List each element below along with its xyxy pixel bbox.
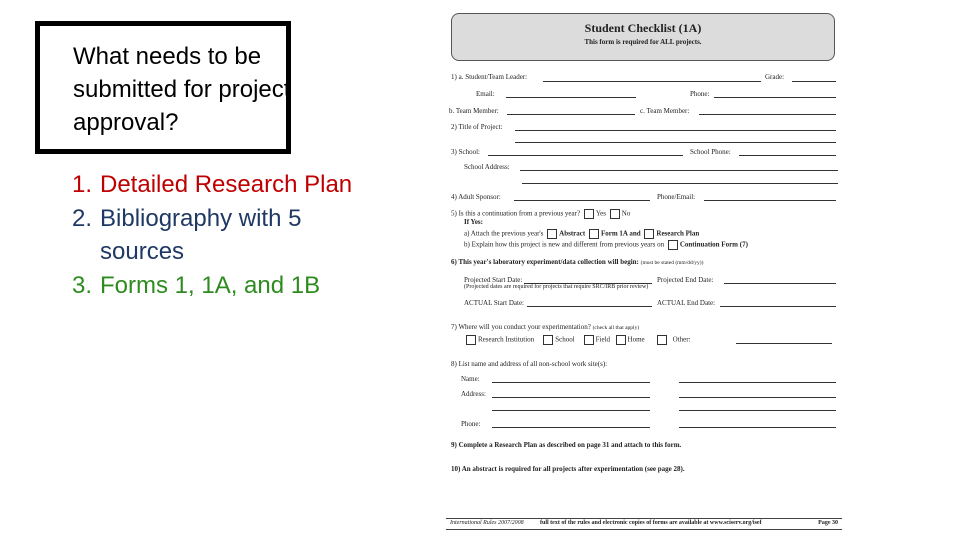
field-checkbox[interactable] (584, 335, 594, 345)
q9-label: 9) Complete a Research Plan as described on page 31 and attach to this form. (451, 441, 682, 449)
list-item (72, 168, 392, 202)
phone-label: Phone: (690, 90, 710, 98)
site-name-line-1[interactable] (492, 382, 650, 383)
form-1a-checkbox[interactable] (589, 229, 599, 239)
continuation-checkbox[interactable] (668, 240, 678, 250)
site-phone-label: Phone: (461, 420, 481, 428)
actual-start-label: ACTUAL Start Date: (464, 299, 525, 307)
team-member-c-line[interactable] (699, 114, 836, 115)
site-phone-line-1[interactable] (492, 427, 650, 428)
site-address-line-3[interactable] (492, 410, 650, 411)
actual-start-line[interactable] (527, 306, 652, 307)
team-member-b-line[interactable] (507, 114, 635, 115)
form-title: Student Checklist (1A) (584, 21, 702, 35)
if-yes-label: If Yes: (464, 218, 483, 226)
list-number: 3. (72, 271, 93, 299)
projected-note: (Projected dates are required for projects that require SRC/IRB prior review) (464, 284, 649, 290)
footer-page: Page 30 (818, 520, 838, 526)
leader-line[interactable] (543, 81, 761, 82)
q8-label: 8) List name and address of all non-school work site(s): (451, 360, 608, 368)
projected-end-label: Projected End Date: (657, 276, 714, 284)
q1c-label: c. Team Member: (640, 107, 690, 115)
requirements-list (72, 168, 392, 302)
school-address-line-2[interactable] (522, 183, 838, 184)
school-line[interactable] (488, 155, 683, 156)
q10-label: 10) An abstract is required for all projects after experimentation (see page 28). (451, 465, 685, 473)
list-text: Forms 1, 1A, and 1B (100, 271, 321, 299)
q1a-label: 1) a. Student/Team Leader: (451, 73, 528, 81)
list-text: Detailed Research Plan (100, 171, 353, 198)
research-institution-checkbox[interactable] (466, 335, 476, 345)
list-number: 1. (72, 171, 93, 198)
list-number: 2. (72, 204, 93, 232)
no-checkbox[interactable] (610, 209, 620, 219)
student-checklist-form (446, 10, 842, 530)
other-line[interactable] (736, 343, 832, 344)
actual-end-line[interactable] (720, 306, 836, 307)
list-item (72, 269, 392, 303)
title-line-2[interactable] (515, 142, 836, 143)
q1b-label: b. Team Member: (449, 107, 499, 115)
other-checkbox[interactable] (657, 335, 667, 345)
q5b-row: b) Explain how this project is new and different from previous years on Continuation Form (7) (464, 240, 748, 249)
abstract-checkbox[interactable] (547, 229, 557, 239)
research-plan-checkbox[interactable] (644, 229, 654, 239)
projected-end-line[interactable] (724, 283, 836, 284)
sponsor-line[interactable] (514, 200, 650, 201)
site-address-line-4[interactable] (679, 410, 836, 411)
q4-label: 4) Adult Sponsor: (451, 193, 501, 201)
yes-checkbox[interactable] (584, 209, 594, 219)
address-label: Address: (461, 390, 486, 398)
slide-text-panel (0, 0, 400, 540)
q6-label: 6) This year's laboratory experiment/data collection will begin: (must be stated (mm/dd/yy)) (451, 258, 704, 266)
title-box (35, 21, 291, 154)
q7-options: Research Institution School Field Home Other: (464, 335, 691, 345)
school-phone-label: School Phone: (690, 148, 731, 156)
site-address-line-1[interactable] (492, 397, 650, 398)
sponsor-contact-line[interactable] (704, 200, 836, 201)
school-address-label: School Address: (464, 163, 510, 171)
q7-label: 7) Where will you conduct your experimentation? (check all that apply) (451, 323, 640, 331)
q2-label: 2) Title of Project: (451, 123, 503, 131)
form-footer (446, 518, 842, 530)
email-line[interactable] (506, 97, 636, 98)
email-label: Email: (476, 90, 495, 98)
phone-line[interactable] (714, 97, 836, 98)
site-phone-line-2[interactable] (679, 427, 836, 428)
phone-email-label: Phone/Email: (657, 193, 696, 201)
q5-label: 5) Is this a continuation from a previous year? Yes No (451, 209, 631, 218)
grade-line[interactable] (792, 81, 836, 82)
projected-start-label: Projected Start Date: (464, 276, 523, 284)
slide-title: What needs to be submitted for project approval? (73, 43, 291, 136)
grade-label: Grade: (765, 73, 785, 81)
actual-end-label: ACTUAL End Date: (657, 299, 716, 307)
q3-label: 3) School: (451, 148, 480, 156)
footer-rules: International Rules 2007/2008 (450, 520, 524, 526)
name-label: Name: (461, 375, 480, 383)
form-subtitle: This form is required for ALL projects. (584, 38, 702, 46)
list-item (72, 202, 392, 269)
school-address-line-1[interactable] (520, 170, 838, 171)
school-checkbox[interactable] (543, 335, 553, 345)
footer-text: full text of the rules and electronic copies of forms are available at www.sciserv.org/isef (540, 520, 762, 526)
form-header (451, 13, 835, 61)
site-address-line-2[interactable] (679, 397, 836, 398)
site-name-line-2[interactable] (679, 382, 836, 383)
q5a-row: a) Attach the previous year's Abstract Form 1A and Research Plan (464, 229, 700, 238)
title-line-1[interactable] (515, 130, 836, 131)
list-text: Bibliography with 5 sources (100, 204, 302, 265)
school-phone-line[interactable] (739, 155, 836, 156)
home-checkbox[interactable] (616, 335, 626, 345)
